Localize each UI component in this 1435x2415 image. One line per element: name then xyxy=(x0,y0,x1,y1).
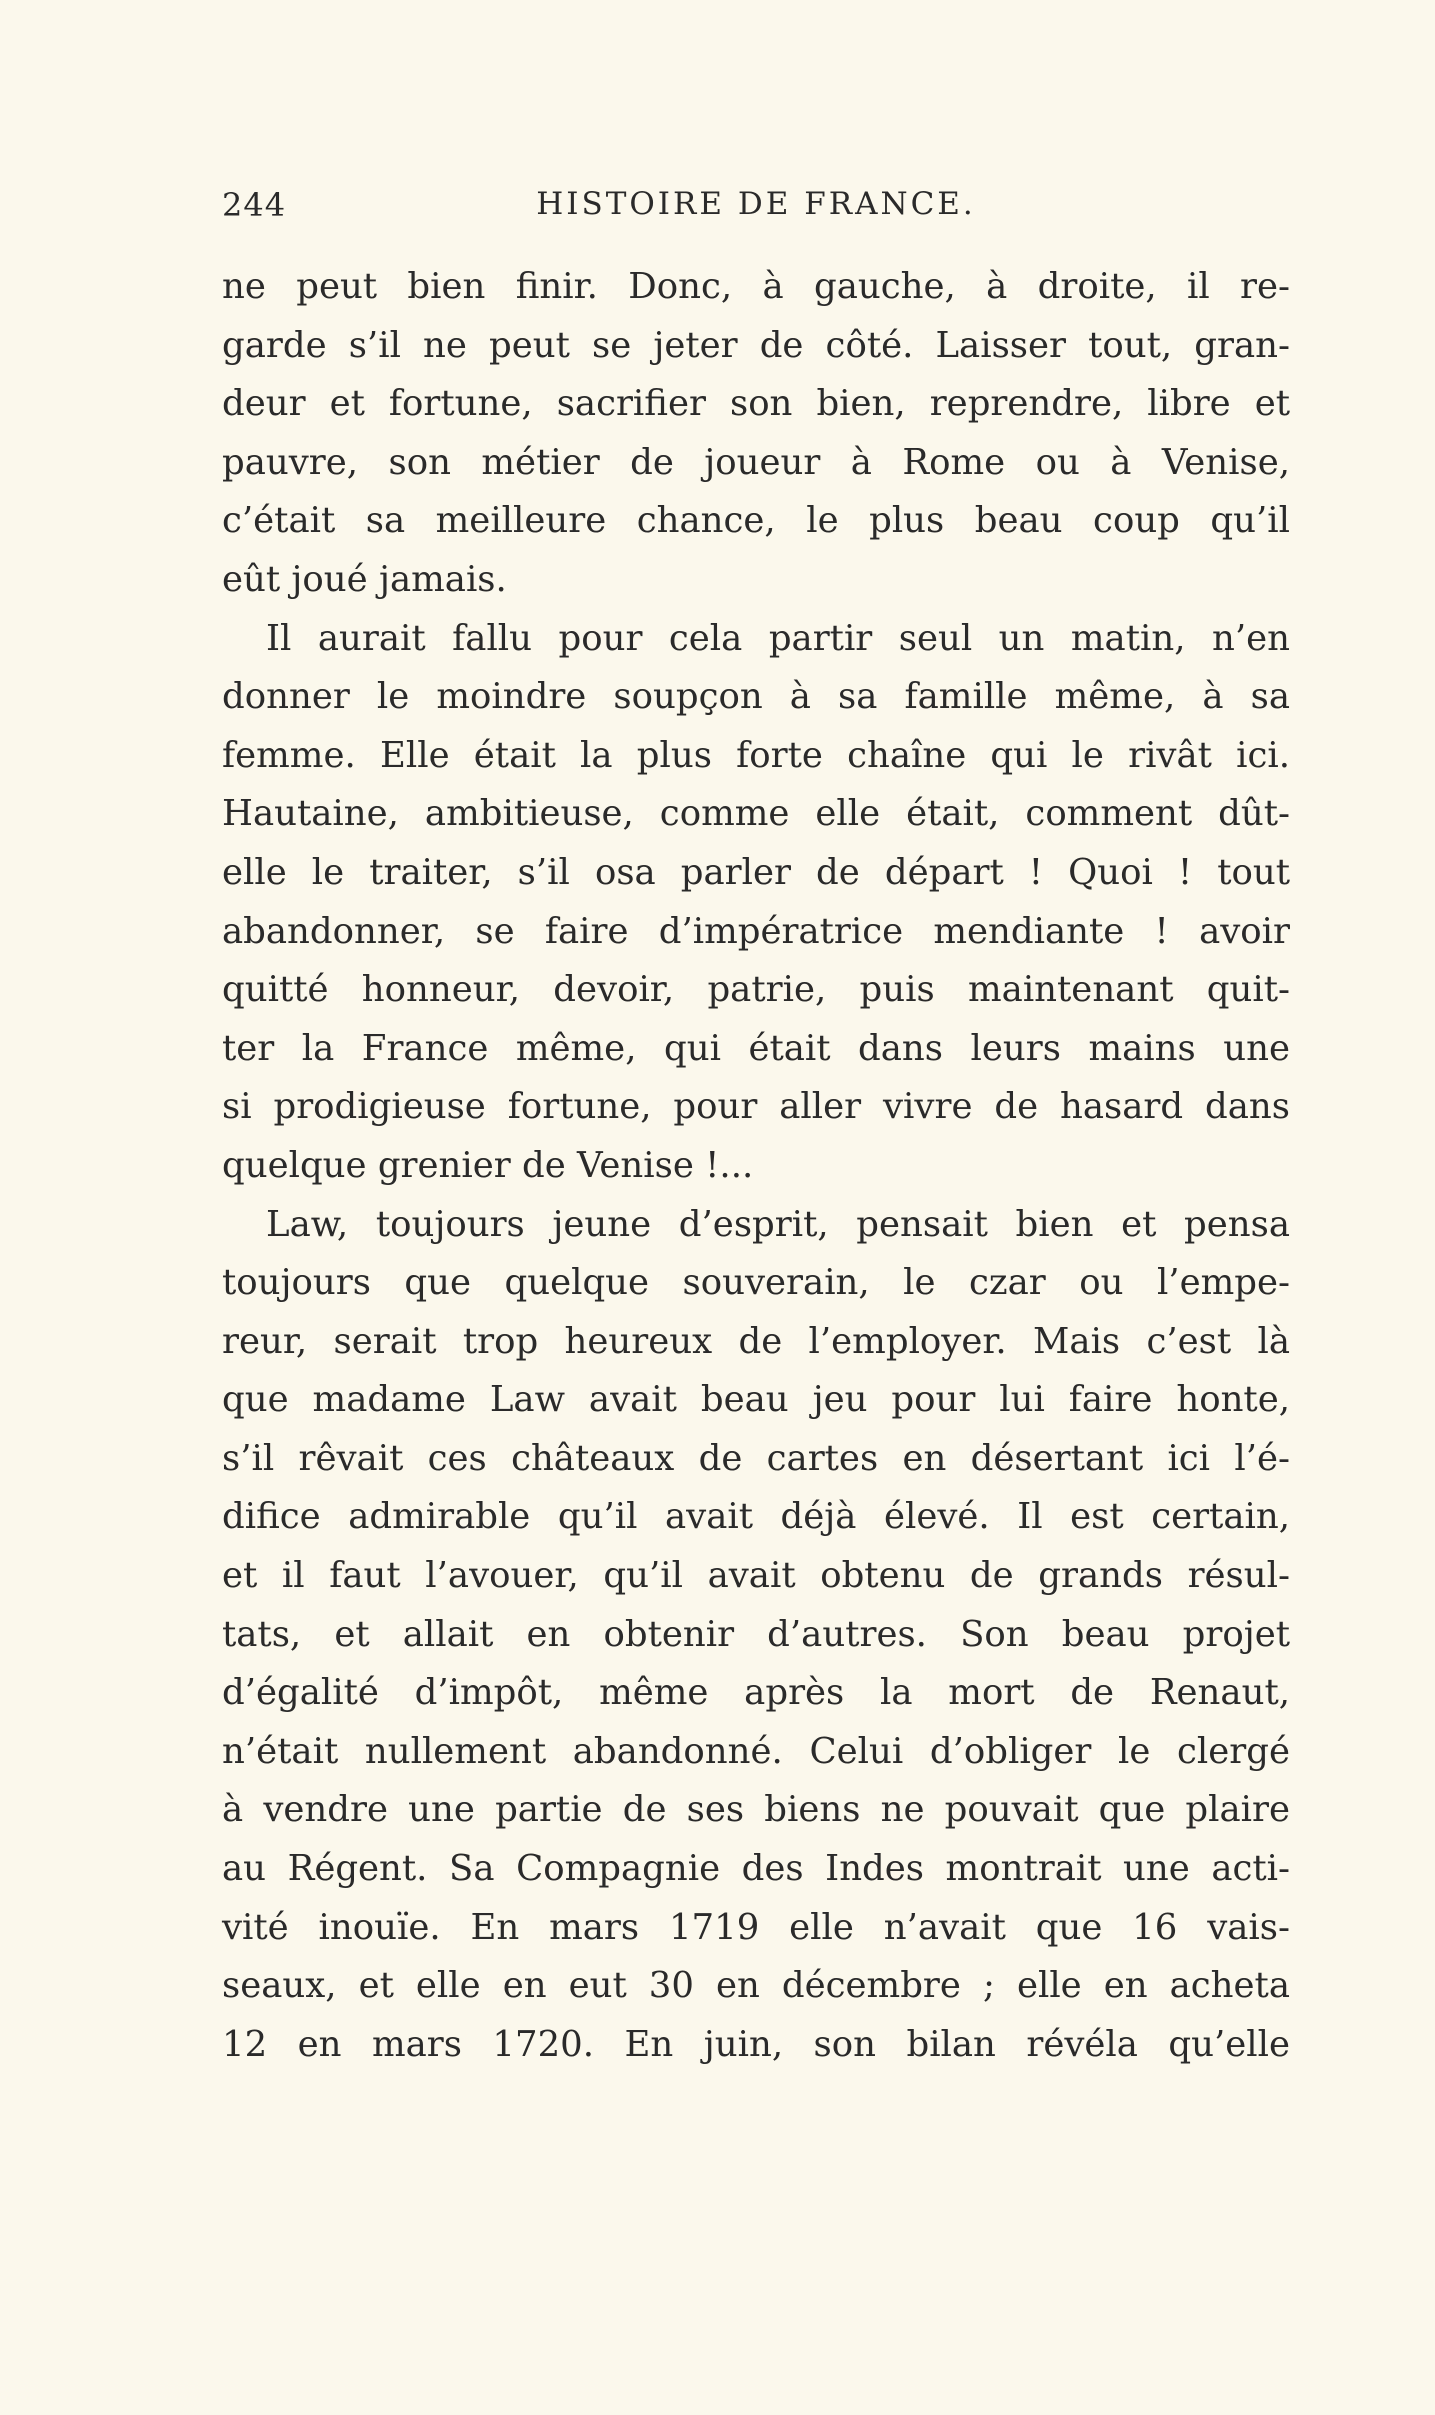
text-line: quitté honneur, devoir, patrie, puis maintenant quit- xyxy=(222,969,1290,1011)
text-line: donner le moindre soupçon à sa famille même, à sa xyxy=(222,676,1290,718)
text-line: d’égalité d’impôt, même après la mort de Renaut, xyxy=(222,1672,1290,1714)
text-line: 12 en mars 1720. En juin, son bilan révéla qu’elle xyxy=(222,2023,1290,2065)
text-line: Hautaine, ambitieuse, comme elle était, comment dût- xyxy=(222,793,1290,835)
text-line: seaux, et elle en eut 30 en décembre ; elle en acheta xyxy=(222,1965,1290,2007)
text-line: reur, serait trop heureux de l’employer. Mais c’est là xyxy=(222,1320,1290,1362)
text-line: n’était nullement abandonné. Celui d’obliger le clergé xyxy=(222,1730,1290,1772)
text-line: garde s’il ne peut se jeter de côté. Laisser tout, gran- xyxy=(222,324,1290,366)
text-line: abandonner, se faire d’impératrice mendiante ! avoir xyxy=(222,910,1290,952)
text-line: Il aurait fallu pour cela partir seul un matin, n’en xyxy=(266,617,1290,659)
text-line: Law, toujours jeune d’esprit, pensait bien et pensa xyxy=(266,1203,1290,1245)
text-line: ne peut bien finir. Donc, à gauche, à droite, il re- xyxy=(222,266,1290,307)
page-header xyxy=(222,186,1290,232)
text-line: toujours que quelque souverain, le czar ou l’empe- xyxy=(222,1262,1290,1304)
text-line: c’était sa meilleure chance, le plus beau coup qu’il xyxy=(222,500,1290,542)
text-line: eût joué jamais. xyxy=(222,558,507,600)
text-line: quelque grenier de Venise !... xyxy=(222,1144,754,1186)
text-line: si prodigieuse fortune, pour aller vivre de hasard dans xyxy=(222,1086,1290,1128)
text-line: au Régent. Sa Compagnie des Indes montrait une acti- xyxy=(222,1848,1290,1890)
text-line: vité inouïe. En mars 1719 elle n’avait que 16 vais- xyxy=(222,1906,1290,1948)
running-title: HISTOIRE DE FRANCE. xyxy=(536,186,976,222)
text-line: et il faut l’avouer, qu’il avait obtenu de grands résul- xyxy=(222,1555,1290,1597)
text-line: pauvre, son métier de joueur à Rome ou à Venise, xyxy=(222,441,1290,483)
text-line: à vendre une partie de ses biens ne pouvait que plaire xyxy=(222,1789,1290,1831)
text-line: que madame Law avait beau jeu pour lui faire honte, xyxy=(222,1379,1290,1421)
text-line: deur et fortune, sacrifier son bien, reprendre, libre et xyxy=(222,383,1290,425)
text-line: tats, et allait en obtenir d’autres. Son beau projet xyxy=(222,1613,1290,1655)
text-line: elle le traiter, s’il osa parler de départ ! Quoi ! tout xyxy=(222,851,1290,893)
text-line: difice admirable qu’il avait déjà élevé. Il est certain, xyxy=(222,1496,1290,1538)
page-number: 244 xyxy=(222,186,287,224)
text-line: s’il rêvait ces châteaux de cartes en désertant ici l’é- xyxy=(222,1437,1290,1479)
text-line: femme. Elle était la plus forte chaîne qui le rivât ici. xyxy=(222,734,1290,776)
body-text xyxy=(222,258,1290,2074)
text-line: ter la France même, qui était dans leurs mains une xyxy=(222,1027,1290,1069)
